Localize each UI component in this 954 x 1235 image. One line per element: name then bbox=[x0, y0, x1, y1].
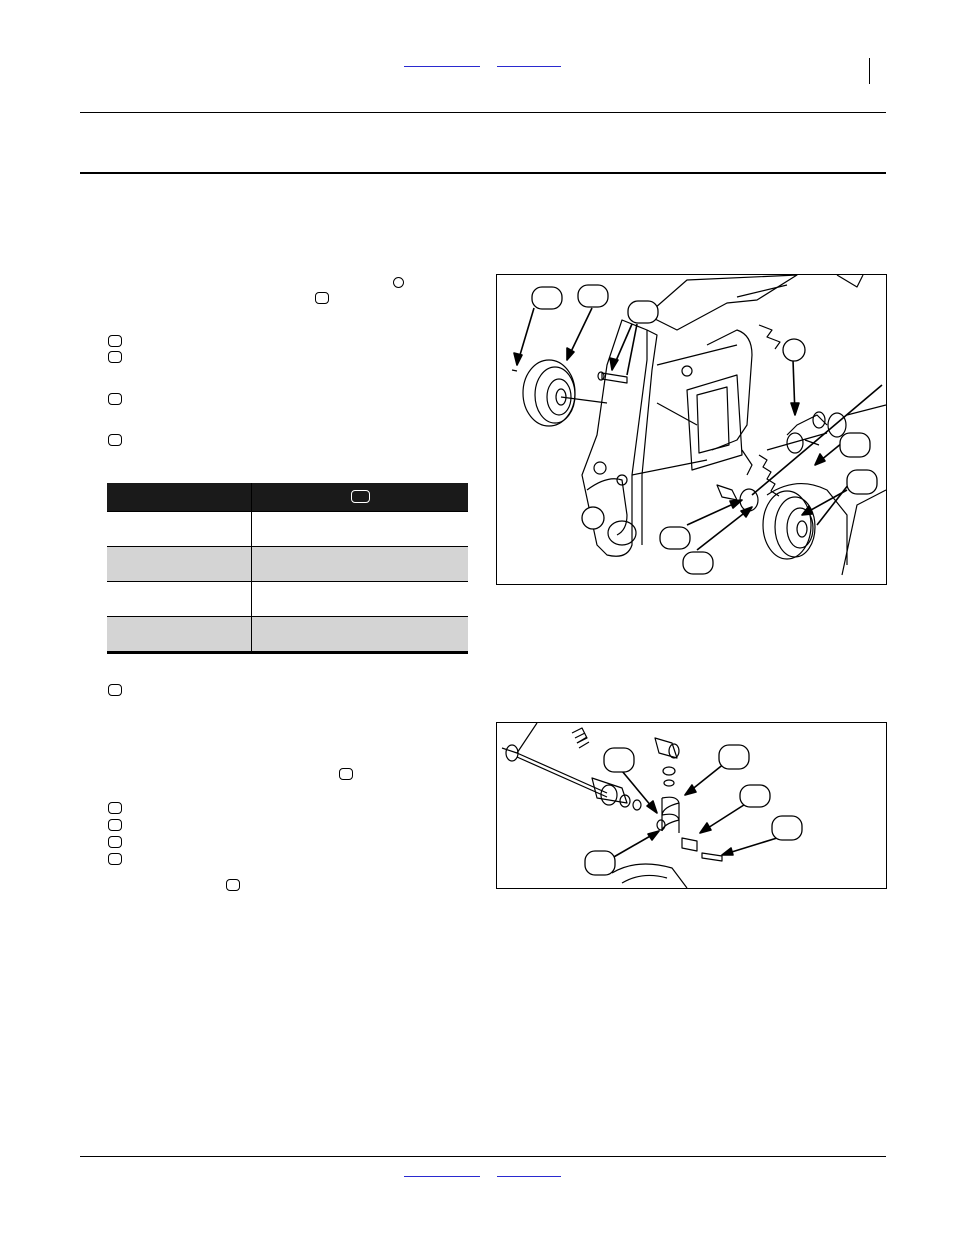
table-row bbox=[107, 512, 468, 547]
header-rule-bottom bbox=[80, 172, 886, 174]
table-row bbox=[107, 547, 468, 582]
callout-bubble bbox=[772, 816, 802, 840]
spec-col-2 bbox=[252, 483, 469, 512]
arm-pivot-hole bbox=[594, 462, 606, 474]
callout-circle bbox=[582, 507, 604, 529]
header-link-right[interactable] bbox=[497, 66, 561, 67]
step-bubble-8 bbox=[108, 836, 122, 848]
inline-callout-bubble-3 bbox=[226, 879, 240, 891]
mount-bracket bbox=[687, 375, 742, 470]
step-bubble-7 bbox=[108, 819, 122, 831]
callout-bubble bbox=[628, 301, 658, 323]
gear-disc-right bbox=[828, 413, 846, 437]
step-bubble-3 bbox=[108, 393, 122, 405]
callout-bubble bbox=[578, 285, 608, 307]
footer-link-right[interactable] bbox=[497, 1176, 561, 1177]
shaft bbox=[517, 753, 607, 793]
footer-rule bbox=[80, 1156, 886, 1157]
figure-spring-assembly bbox=[496, 722, 887, 889]
header-bubble bbox=[351, 490, 370, 503]
bushing bbox=[682, 838, 697, 851]
figure-gauge-wheel-assembly bbox=[496, 274, 887, 585]
spring-top bbox=[759, 325, 780, 349]
spec-table-header bbox=[107, 483, 468, 512]
inline-callout-circle bbox=[393, 277, 404, 288]
pivot-block bbox=[655, 738, 677, 758]
inline-callout-bubble bbox=[315, 292, 329, 304]
frame-corner bbox=[837, 275, 863, 287]
table-row bbox=[107, 582, 468, 617]
spring-exploded-illustration bbox=[497, 723, 886, 888]
spec-table bbox=[107, 483, 468, 654]
callout-bubble bbox=[840, 433, 870, 457]
callout-bubble bbox=[604, 748, 634, 772]
header-link-left[interactable] bbox=[404, 66, 480, 67]
callout-bubble bbox=[585, 851, 615, 875]
callout-bubble bbox=[532, 287, 562, 309]
step-bubble-1 bbox=[108, 335, 122, 347]
nut bbox=[663, 767, 675, 775]
inline-callout-bubble-2 bbox=[339, 768, 353, 780]
table-row bbox=[107, 617, 468, 653]
bolt bbox=[702, 853, 722, 861]
spec-col-1 bbox=[107, 483, 252, 512]
header-rule-top bbox=[80, 112, 886, 113]
callout-bubble bbox=[847, 470, 877, 494]
callout-bubble bbox=[719, 745, 749, 769]
step-bubble-4 bbox=[108, 434, 122, 446]
footer-link-left[interactable] bbox=[404, 1176, 480, 1177]
bracket bbox=[592, 778, 627, 803]
step-bubble-9 bbox=[108, 853, 122, 865]
callout-bubble bbox=[660, 527, 690, 549]
frame-top bbox=[647, 275, 797, 330]
step-bubble-6 bbox=[108, 802, 122, 814]
page-edge-marker bbox=[869, 58, 870, 84]
callout-circle bbox=[783, 339, 805, 361]
left-gauge-wheel bbox=[523, 360, 575, 426]
step-bubble-2 bbox=[108, 351, 122, 363]
step-bubble-5 bbox=[108, 684, 122, 696]
callout-bubble bbox=[740, 785, 770, 807]
right-hub bbox=[787, 433, 803, 453]
exploded-view-illustration bbox=[497, 275, 886, 584]
callout-bubble bbox=[683, 552, 713, 574]
